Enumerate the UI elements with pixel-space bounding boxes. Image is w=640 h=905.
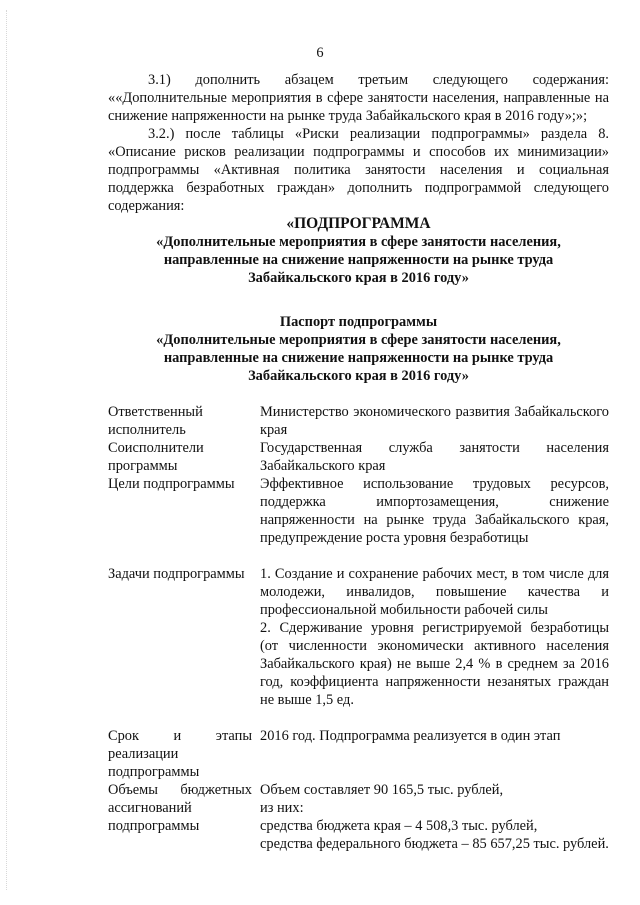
passport-label: Цели подпрограммы xyxy=(108,476,235,492)
budget-line: средства федерального бюджета – 85 657,25 тыс. рублей. xyxy=(260,836,609,852)
budget-line: средства бюджета края – 4 508,3 тыс. рублей, xyxy=(260,818,538,834)
passport-label: Соисполнители программы xyxy=(108,440,204,474)
passport-label: Объемы бюджетных ассигнований подпрограммы xyxy=(108,782,252,834)
passport-label: Срок и этапы реализации подпрограммы xyxy=(108,728,252,780)
passport-heading-line: направленные на снижение напряженности на рынке труда xyxy=(163,350,554,366)
passport-row-responsible xyxy=(108,403,609,439)
task-item: 1. Создание и сохранение рабочих мест, в том числе для молодежи, инвалидов, повышение качества и профессиональной мобильности рабочей силы xyxy=(260,566,609,618)
passport-heading-line: Забайкальского края в 2016 году» xyxy=(248,368,469,384)
row-spacer xyxy=(108,709,609,727)
passport-value: Государственная служба занятости населения Забайкальского края xyxy=(260,440,609,474)
passport-row-goals xyxy=(108,475,609,547)
passport-label: Ответственный исполнитель xyxy=(108,404,203,438)
subprogram-heading-line: Забайкальского края в 2016 году» xyxy=(248,270,469,286)
passport-value xyxy=(260,565,609,709)
budget-line: из них: xyxy=(260,800,304,816)
passport-heading-title: Паспорт подпрограммы xyxy=(279,314,438,330)
subprogram-heading-title: «ПОДПРОГРАММА xyxy=(286,215,431,232)
subprogram-heading xyxy=(108,215,609,287)
row-spacer xyxy=(108,547,609,565)
passport-heading-line: «Дополнительные мероприятия в сфере занятости населения, xyxy=(156,332,561,348)
subprogram-heading-line: направленные на снижение напряженности на рынке труда xyxy=(163,252,554,268)
passport-row-term xyxy=(108,727,609,781)
passport-table xyxy=(108,403,609,853)
document-body xyxy=(108,71,609,385)
passport-value: Эффективное использование трудовых ресурсов, поддержка импортозамещения, снижение напряженности на рынке труда Забайкальского края, предупреждение роста уровня безработицы xyxy=(260,476,609,546)
subprogram-heading-line: «Дополнительные мероприятия в сфере занятости населения, xyxy=(156,234,561,250)
amendment-paragraph-3-2: 3.2.) после таблицы «Риски реализации подпрограммы» раздела 8. «Описание рисков реализации подпрограммы и способов их минимизации» подпрограммы «Активная политика занятости населения и социальная поддержка безработных граждан» дополнить подпрограммой следующего содержания: xyxy=(108,126,609,214)
budget-line: Объем составляет 90 165,5 тыс. рублей, xyxy=(260,782,504,798)
scan-margin xyxy=(6,10,8,890)
passport-row-coexecutors xyxy=(108,439,609,475)
page-number: 6 xyxy=(316,45,324,61)
passport-value: Министерство экономического развития Забайкальского края xyxy=(260,404,609,438)
passport-row-tasks xyxy=(108,565,609,709)
passport-value xyxy=(260,781,609,853)
passport-row-budget xyxy=(108,781,609,853)
passport-value: 2016 год. Подпрограмма реализуется в один этап xyxy=(260,728,561,744)
passport-label: Задачи подпрограммы xyxy=(108,566,245,582)
passport-heading xyxy=(108,313,609,385)
amendment-paragraph-3-1: 3.1) дополнить абзацем третьим следующего содержания: ««Дополнительные мероприятия в сфере занятости населения, направленные на снижение напряженности на рынке труда Забайкальского края в 2016 году»;»; xyxy=(108,72,609,124)
task-item: 2. Сдерживание уровня регистрируемой безработицы (от численности экономически активного населения Забайкальского края) не выше 2,4 % в среднем за 2016 год, коэффициента напряженности незанятых граждан не выше 1,5 ед. xyxy=(260,620,609,708)
